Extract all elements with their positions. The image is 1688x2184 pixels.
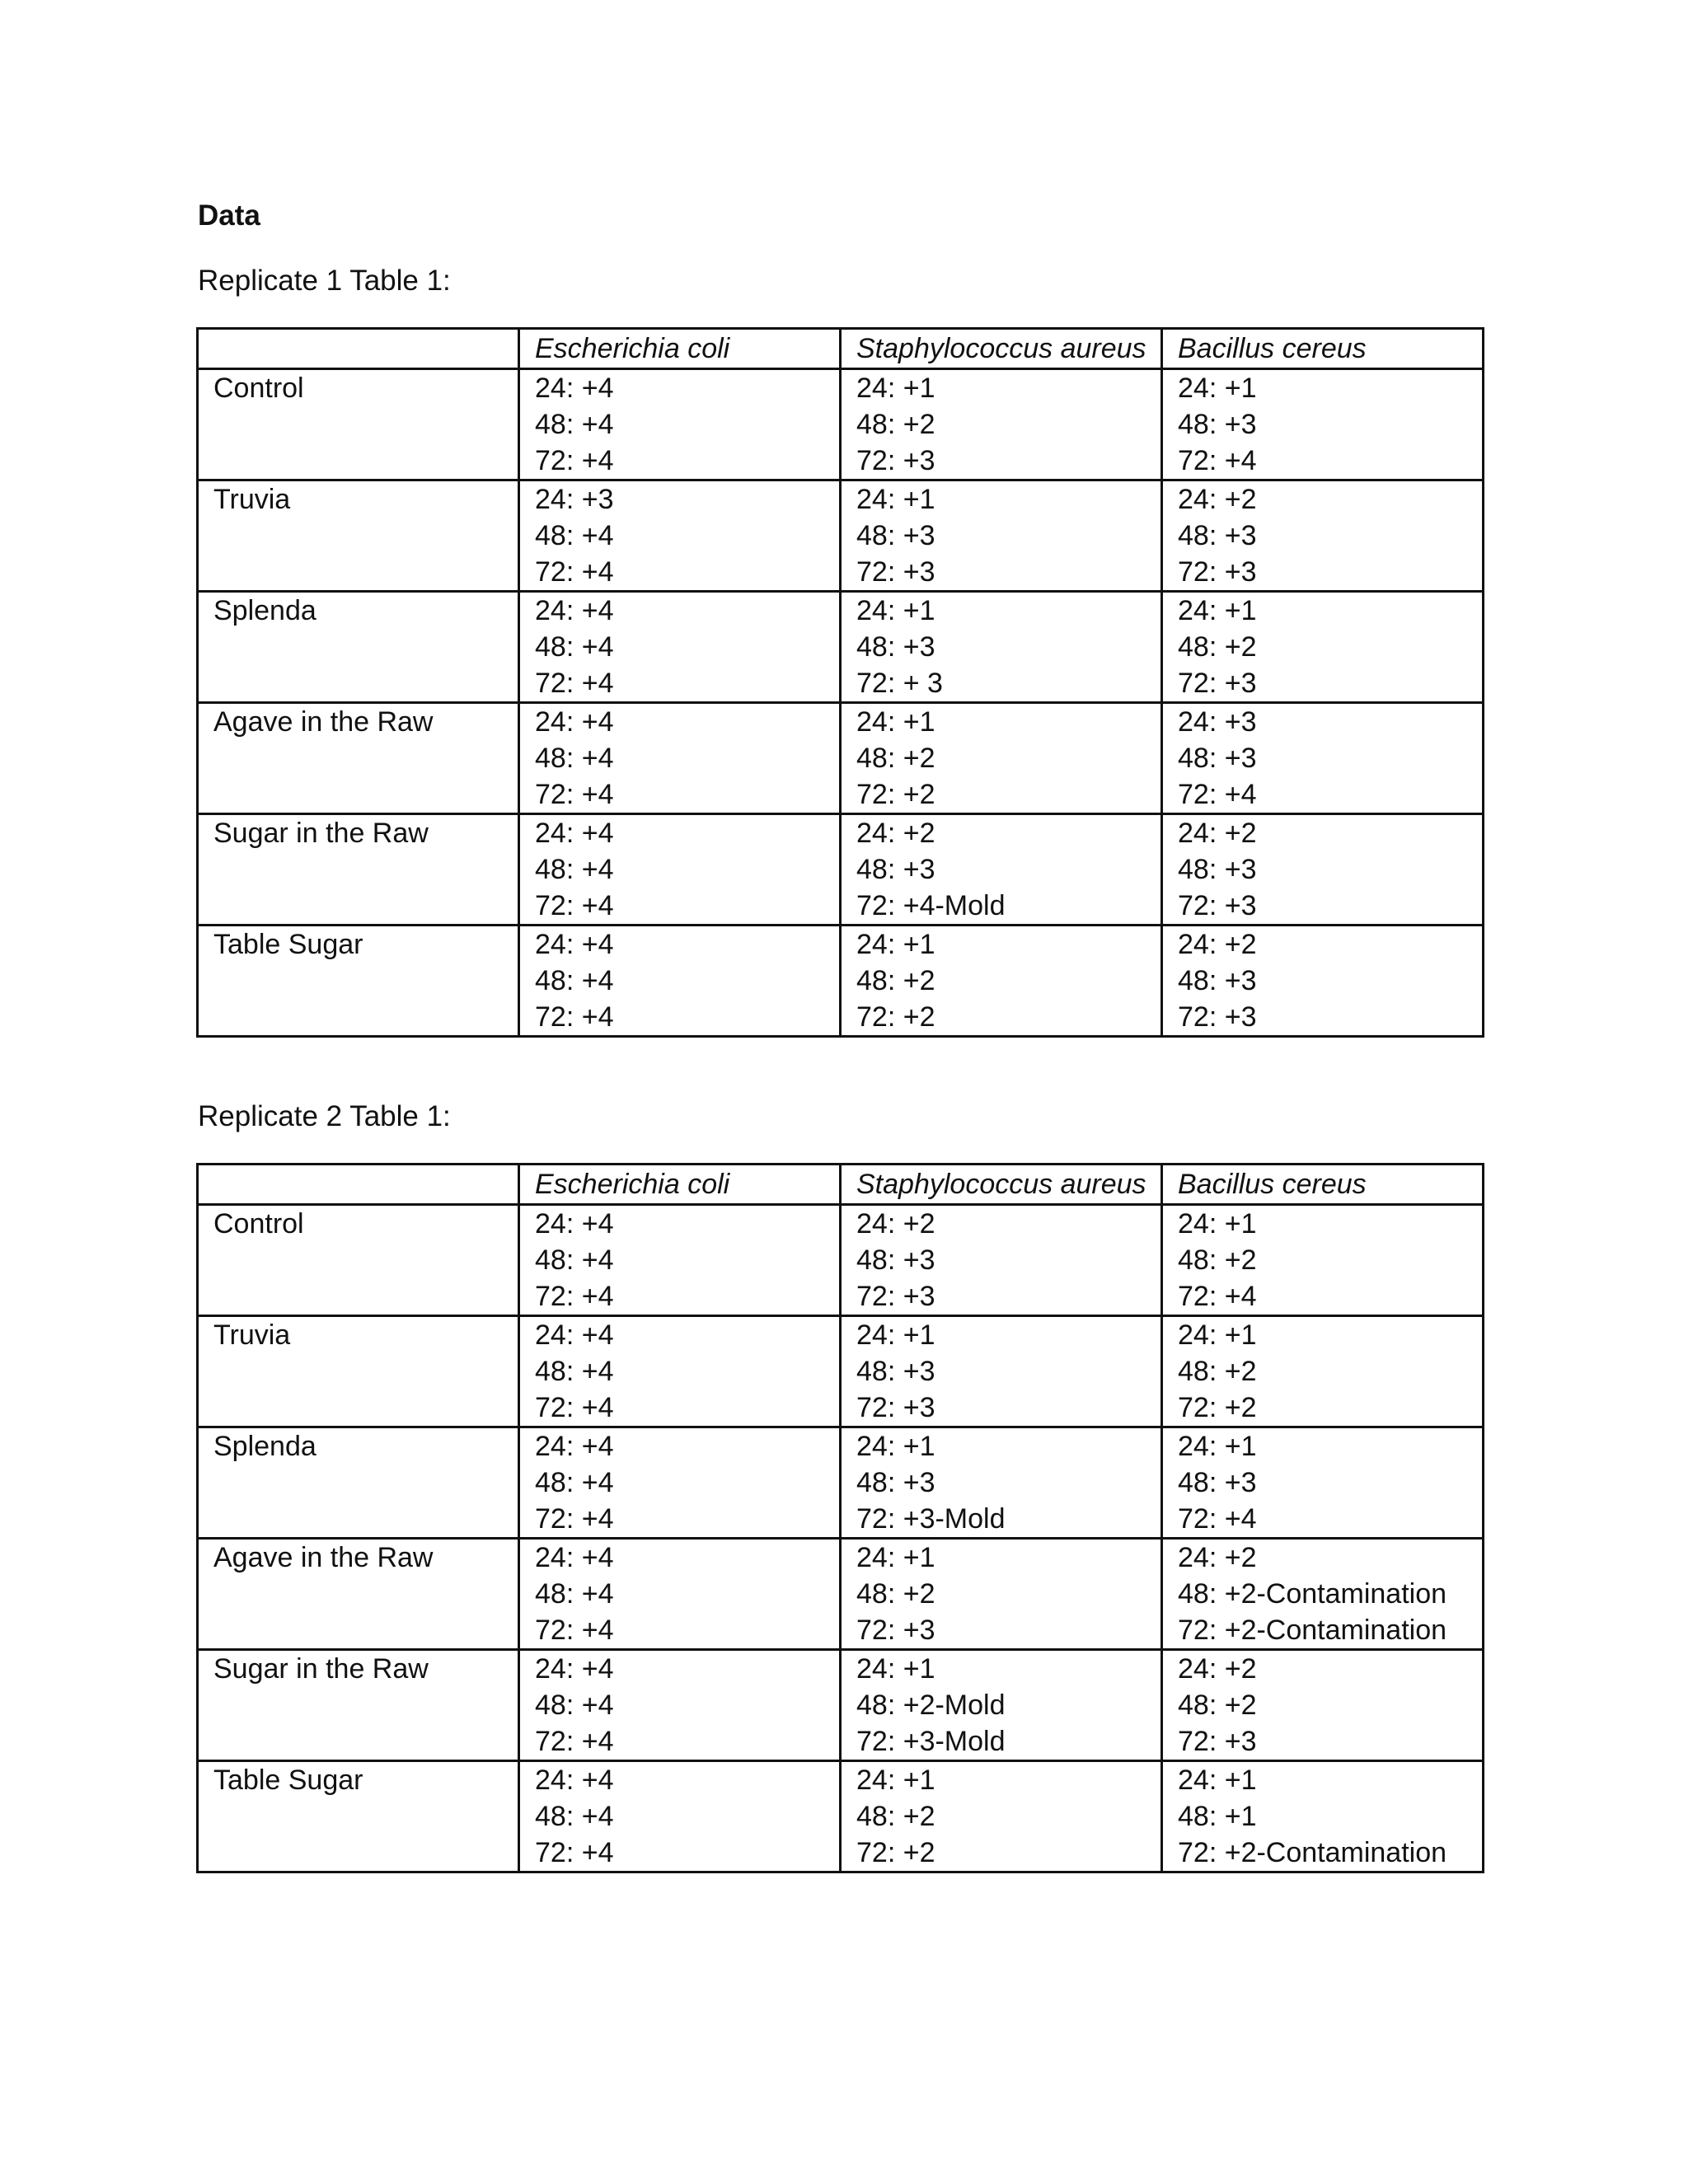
reading-line: 72: +3	[856, 445, 935, 476]
header-cell-bacillus-cereus: Bacillus cereus	[1162, 329, 1484, 369]
table-cell-escherichia-coli	[519, 1650, 841, 1761]
reading-line: 48: +2	[856, 965, 935, 996]
reading-line: 48: +4	[535, 520, 614, 551]
table-cell-staphylococcus-aureus	[841, 480, 1162, 592]
table-cell-escherichia-coli	[519, 592, 841, 703]
table-cell-escherichia-coli	[519, 369, 841, 480]
reading-line: 48: +3	[1178, 854, 1257, 885]
reading-line: 48: +2	[856, 743, 935, 774]
row-label	[198, 480, 519, 592]
reading-line: 24: +4	[535, 373, 614, 404]
table-cell-staphylococcus-aureus	[841, 1539, 1162, 1650]
table-row-truvia	[198, 480, 1484, 592]
page-heading: Data	[198, 199, 260, 232]
reading-line: 48: +2	[856, 1578, 935, 1610]
table-cell-staphylococcus-aureus	[841, 369, 1162, 480]
table-cell-staphylococcus-aureus	[841, 1316, 1162, 1427]
row-label	[198, 1761, 519, 1872]
reading-line: 72: +3	[1178, 668, 1257, 699]
reading-line: 24: +1	[856, 1653, 935, 1685]
reading-line: 48: +4	[535, 743, 614, 774]
row-label-text: Control	[213, 373, 304, 404]
reading-line: 48: +3	[856, 1356, 935, 1387]
header-cell-escherichia-coli: Escherichia coli	[519, 329, 841, 369]
reading-line: 48: +4	[535, 1690, 614, 1721]
reading-line: 72: +4	[535, 1281, 614, 1312]
header-cell-staphylococcus-aureus: Staphylococcus aureus	[841, 1165, 1162, 1205]
reading-line: 72: +2-Contamination	[1178, 1615, 1447, 1646]
reading-line: 24: +1	[856, 929, 935, 960]
reading-line: 72: + 3	[856, 668, 943, 699]
table-cell-staphylococcus-aureus	[841, 814, 1162, 926]
table-row-splenda	[198, 592, 1484, 703]
table-row-control	[198, 1205, 1484, 1316]
table-cell-bacillus-cereus	[1162, 1427, 1484, 1539]
reading-line: 72: +3	[1178, 890, 1257, 921]
reading-line: 48: +4	[535, 1578, 614, 1610]
table-cell-bacillus-cereus	[1162, 926, 1484, 1037]
table-cell-escherichia-coli	[519, 814, 841, 926]
reading-line: 72: +2	[856, 1001, 935, 1033]
reading-line: 48: +3	[856, 1467, 935, 1498]
reading-line: 48: +4	[535, 409, 614, 440]
table-cell-staphylococcus-aureus	[841, 1427, 1162, 1539]
reading-line: 48: +2	[1178, 1356, 1257, 1387]
row-label	[198, 1205, 519, 1316]
reading-line: 72: +3-Mold	[856, 1503, 1006, 1535]
reading-line: 72: +3	[856, 556, 935, 588]
reading-line: 24: +4	[535, 818, 614, 849]
reading-line: 48: +2-Contamination	[1178, 1578, 1447, 1610]
reading-line: 72: +4	[535, 668, 614, 699]
row-label	[198, 1650, 519, 1761]
reading-line: 24: +1	[1178, 1208, 1257, 1240]
reading-line: 72: +4	[535, 1837, 614, 1868]
row-label-text: Control	[213, 1208, 304, 1240]
row-label-text: Splenda	[213, 1431, 316, 1462]
reading-line: 24: +4	[535, 1542, 614, 1573]
reading-line: 48: +4	[535, 1356, 614, 1387]
reading-line: 24: +2	[856, 818, 935, 849]
reading-line: 48: +3	[856, 854, 935, 885]
reading-line: 48: +2	[856, 1801, 935, 1832]
reading-line: 72: +4	[535, 556, 614, 588]
table-cell-bacillus-cereus	[1162, 369, 1484, 480]
reading-line: 24: +4	[535, 1319, 614, 1351]
row-label-text: Agave in the Raw	[213, 706, 434, 738]
reading-line: 72: +4	[535, 779, 614, 810]
row-label	[198, 703, 519, 814]
row-label	[198, 1316, 519, 1427]
reading-line: 24: +2	[1178, 818, 1257, 849]
reading-line: 24: +1	[1178, 373, 1257, 404]
reading-line: 24: +2	[1178, 484, 1257, 515]
row-label-text: Sugar in the Raw	[213, 818, 429, 849]
table-caption-replicate-2: Replicate 2 Table 1:	[198, 1100, 451, 1132]
reading-line: 48: +4	[535, 1801, 614, 1832]
table-cell-bacillus-cereus	[1162, 592, 1484, 703]
row-label	[198, 1427, 519, 1539]
table-cell-escherichia-coli	[519, 1316, 841, 1427]
table-cell-bacillus-cereus	[1162, 703, 1484, 814]
reading-line: 48: +3	[856, 631, 935, 663]
reading-line: 48: +4	[535, 854, 614, 885]
row-label-text: Agave in the Raw	[213, 1542, 434, 1573]
reading-line: 24: +1	[1178, 1431, 1257, 1462]
reading-line: 48: +2	[1178, 1690, 1257, 1721]
table-cell-bacillus-cereus	[1162, 1316, 1484, 1427]
header-cell-blank	[198, 329, 519, 369]
header-cell-staphylococcus-aureus: Staphylococcus aureus	[841, 329, 1162, 369]
row-label-text: Sugar in the Raw	[213, 1653, 429, 1685]
reading-line: 48: +3	[1178, 743, 1257, 774]
reading-line: 48: +1	[1178, 1801, 1257, 1832]
reading-line: 72: +4	[535, 445, 614, 476]
reading-line: 24: +4	[535, 1765, 614, 1796]
reading-line: 48: +3	[1178, 409, 1257, 440]
row-label	[198, 1539, 519, 1650]
reading-line: 48: +3	[856, 520, 935, 551]
table-cell-escherichia-coli	[519, 1539, 841, 1650]
reading-line: 48: +3	[1178, 520, 1257, 551]
table-cell-escherichia-coli	[519, 1427, 841, 1539]
reading-line: 72: +4	[1178, 779, 1257, 810]
reading-line: 48: +4	[535, 1244, 614, 1276]
reading-line: 24: +1	[856, 595, 935, 626]
table-cell-bacillus-cereus	[1162, 1205, 1484, 1316]
header-cell-blank	[198, 1165, 519, 1205]
reading-line: 48: +3	[1178, 965, 1257, 996]
reading-line: 24: +2	[1178, 1542, 1257, 1573]
reading-line: 72: +4	[535, 1392, 614, 1423]
reading-line: 72: +4	[535, 1001, 614, 1033]
reading-line: 72: +2-Contamination	[1178, 1837, 1447, 1868]
reading-line: 24: +4	[535, 929, 614, 960]
reading-line: 24: +3	[1178, 706, 1257, 738]
reading-line: 24: +1	[856, 1542, 935, 1573]
reading-line: 48: +4	[535, 631, 614, 663]
reading-line: 48: +4	[535, 1467, 614, 1498]
reading-line: 48: +2-Mold	[856, 1690, 1006, 1721]
reading-line: 72: +3-Mold	[856, 1726, 1006, 1757]
reading-line: 24: +1	[856, 373, 935, 404]
table-row-splenda	[198, 1427, 1484, 1539]
table-row-truvia	[198, 1316, 1484, 1427]
table-cell-bacillus-cereus	[1162, 1650, 1484, 1761]
reading-line: 72: +4	[1178, 1281, 1257, 1312]
table-cell-staphylococcus-aureus	[841, 1761, 1162, 1872]
reading-line: 72: +3	[1178, 1726, 1257, 1757]
reading-line: 24: +1	[1178, 1319, 1257, 1351]
row-label-text: Splenda	[213, 595, 316, 626]
table-row-table-sugar	[198, 926, 1484, 1037]
reading-line: 72: +3	[1178, 1001, 1257, 1033]
reading-line: 72: +4	[535, 1615, 614, 1646]
reading-line: 48: +3	[856, 1244, 935, 1276]
reading-line: 72: +2	[856, 1837, 935, 1868]
table-cell-staphylococcus-aureus	[841, 592, 1162, 703]
reading-line: 24: +1	[856, 706, 935, 738]
table-cell-staphylococcus-aureus	[841, 926, 1162, 1037]
reading-line: 24: +3	[535, 484, 614, 515]
table-cell-escherichia-coli	[519, 1205, 841, 1316]
reading-line: 24: +4	[535, 1653, 614, 1685]
reading-line: 72: +3	[1178, 556, 1257, 588]
table-cell-escherichia-coli	[519, 703, 841, 814]
reading-line: 48: +2	[856, 409, 935, 440]
reading-line: 24: +2	[1178, 929, 1257, 960]
growth-table-replicate-1	[196, 327, 1484, 1038]
reading-line: 72: +4	[1178, 1503, 1257, 1535]
reading-line: 48: +4	[535, 965, 614, 996]
table-header-row	[198, 329, 1484, 369]
row-label-text: Table Sugar	[213, 929, 363, 960]
reading-line: 24: +1	[1178, 1765, 1257, 1796]
table-row-sugar-in-the-raw	[198, 1650, 1484, 1761]
reading-line: 72: +4	[535, 1503, 614, 1535]
reading-line: 72: +3	[856, 1615, 935, 1646]
reading-line: 48: +3	[1178, 1467, 1257, 1498]
table-cell-staphylococcus-aureus	[841, 703, 1162, 814]
reading-line: 24: +4	[535, 1431, 614, 1462]
table-cell-escherichia-coli	[519, 1761, 841, 1872]
reading-line: 72: +4-Mold	[856, 890, 1006, 921]
reading-line: 24: +4	[535, 595, 614, 626]
reading-line: 24: +1	[856, 1319, 935, 1351]
table-row-agave-in-the-raw	[198, 703, 1484, 814]
header-cell-escherichia-coli: Escherichia coli	[519, 1165, 841, 1205]
table-cell-bacillus-cereus	[1162, 1761, 1484, 1872]
growth-table-replicate-2	[196, 1163, 1484, 1873]
row-label	[198, 369, 519, 480]
table-cell-bacillus-cereus	[1162, 480, 1484, 592]
table-cell-escherichia-coli	[519, 926, 841, 1037]
table-cell-bacillus-cereus	[1162, 1539, 1484, 1650]
table-row-sugar-in-the-raw	[198, 814, 1484, 926]
reading-line: 72: +4	[535, 1726, 614, 1757]
table-caption-replicate-1: Replicate 1 Table 1:	[198, 265, 451, 297]
reading-line: 72: +3	[856, 1281, 935, 1312]
reading-line: 24: +4	[535, 706, 614, 738]
reading-line: 24: +4	[535, 1208, 614, 1240]
row-label-text: Truvia	[213, 1319, 291, 1351]
reading-line: 24: +1	[856, 1431, 935, 1462]
table-row-table-sugar	[198, 1761, 1484, 1872]
row-label-text: Table Sugar	[213, 1765, 363, 1796]
reading-line: 72: +2	[1178, 1392, 1257, 1423]
row-label-text: Truvia	[213, 484, 291, 515]
reading-line: 24: +1	[856, 484, 935, 515]
reading-line: 72: +4	[535, 890, 614, 921]
reading-line: 24: +2	[856, 1208, 935, 1240]
row-label	[198, 592, 519, 703]
table-cell-bacillus-cereus	[1162, 814, 1484, 926]
table-row-control	[198, 369, 1484, 480]
table-row-agave-in-the-raw	[198, 1539, 1484, 1650]
table-header-row	[198, 1165, 1484, 1205]
reading-line: 24: +1	[1178, 595, 1257, 626]
row-label	[198, 926, 519, 1037]
table-cell-staphylococcus-aureus	[841, 1650, 1162, 1761]
reading-line: 48: +2	[1178, 1244, 1257, 1276]
header-cell-bacillus-cereus: Bacillus cereus	[1162, 1165, 1484, 1205]
reading-line: 72: +2	[856, 779, 935, 810]
row-label	[198, 814, 519, 926]
reading-line: 24: +2	[1178, 1653, 1257, 1685]
table-cell-escherichia-coli	[519, 480, 841, 592]
table-cell-staphylococcus-aureus	[841, 1205, 1162, 1316]
reading-line: 72: +3	[856, 1392, 935, 1423]
reading-line: 72: +4	[1178, 445, 1257, 476]
reading-line: 24: +1	[856, 1765, 935, 1796]
reading-line: 48: +2	[1178, 631, 1257, 663]
